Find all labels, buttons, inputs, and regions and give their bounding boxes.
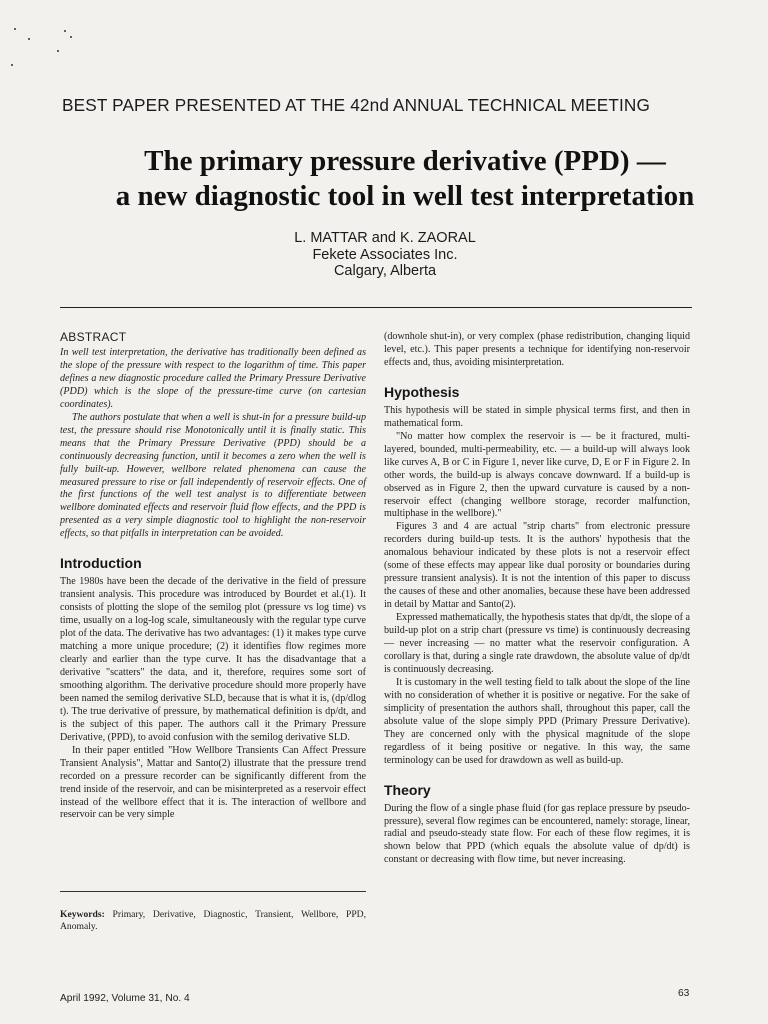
introduction-heading: Introduction [60, 555, 142, 572]
meeting-banner: BEST PAPER PRESENTED AT THE 42nd ANNUAL TECHNICAL MEETING [62, 95, 651, 115]
right-column [384, 331, 690, 867]
keywords-text: Primary, Derivative, Diagnostic, Transient, Wellbore, PPD, Anomaly. [60, 909, 366, 932]
keywords-label: Keywords: [60, 909, 105, 920]
hypothesis-paragraph: Expressed mathematically, the hypothesis states that dp/dt, the slope of a build-up plot on a strip chart (pressure vs time) is continuously decreasing — never increasing — no matter what the reservoir configuration. A corollary is that, during a single rate drawdown, the absolute value of dp/dt is continuously decreasing. [384, 612, 690, 675]
title-line-1: The primary pressure derivative (PPD) — [144, 145, 666, 177]
hypothesis-paragraph: "No matter how complex the reservoir is — be it fractured, multi-layered, bounded, multi-permeability, etc. — a build-up will always look like curves A, B or C in Figure 1, never like curve, D, E or F in Figure 2. In other words, the build-up is always concave downward. If a build-up is observed as in Figure 2, then the upward curvature is caused by a non-reservoir effect (changing wellbore storage, recorder malfunction, multiphase in the wellbore)." [384, 430, 690, 520]
scan-speck [11, 64, 13, 66]
scan-speck [64, 30, 66, 32]
author-location: Calgary, Alberta [333, 263, 437, 279]
paper-title [40, 144, 768, 214]
author-affiliation: Fekete Associates Inc. [312, 246, 458, 263]
introduction-paragraph: The 1980s have been the decade of the derivative in the field of pressure transient analysis. This procedure was introduced by Bourdet et al.(1). It consists of plotting the slope of the semilog plot (pressure vs log time) vs time, usually on a log-log scale, simultaneously with the regular type curve plot of the data. The derivative has two advantages: (1) it makes type curve matching a more unique procedure; (2) it identifies flow regimes more clearly and earlier than the type curve. It has the disadvantage that a derivative "scatters" the data, and it, therefore, requires some sort of smoothing algorithm. The derivative procedure should more properly have been named the semilog derivative SLD, because that is what it is, (dp/dlog t). The true derivative of pressure, by mathematical definition is dp/dt, and is the subject of this paper. The authors call it the Primary Pressure Derivative, (PPD), to avoid confusion with the semilog derivative SLD. [60, 576, 366, 743]
introduction-paragraph: In their paper entitled "How Wellbore Transients Can Affect Pressure Transient Analysis", Mattar and Santo(2) illustrate that the pressure trend recorded on a pressure recorder can be significantly different from the trend inside of the reservoir, and can be misinterpreted as a reservoir effect instead of the wellbore effect that it is. The interaction of wellbore and reservoir can be very simple [60, 744, 366, 821]
theory-heading: Theory [384, 781, 431, 798]
hypothesis-heading: Hypothesis [384, 383, 460, 400]
page-number: 63 [678, 988, 690, 999]
hypothesis-paragraph: This hypothesis will be stated in simple physical terms first, and then in mathematical form. [384, 404, 690, 429]
scan-speck [28, 38, 30, 40]
left-column [60, 330, 366, 822]
abstract-section [60, 330, 366, 541]
keywords-block [60, 909, 366, 933]
continued-paragraph: (downhole shut-in), or very complex (phase redistribution, changing liquid level, etc.). This paper presents a technique for identifying non-reservoir effects and, thus, avoiding misinterpretation. [384, 331, 690, 368]
scan-speck [70, 36, 72, 38]
journal-issue: April 1992, Volume 31, No. 4 [60, 993, 190, 1004]
hypothesis-paragraph: Figures 3 and 4 are actual "strip charts" from electronic pressure recorders during build-up tests. It is the authors' hypothesis that the anomalous behaviour indicated by these plots is not a reservoir effect (some of these effects may appear like dual porosity or boundaries during pressure transient analysis). It is not the intention of this paper to discuss the causes of these and other anomalies, because these have been addressed in detail by Mattar and Santo(2). [384, 521, 690, 611]
scan-speck [57, 50, 59, 52]
author-block [190, 230, 580, 280]
scan-speck [14, 28, 16, 30]
title-line-2: a new diagnostic tool in well test interpretation [115, 180, 695, 212]
abstract-paragraph: The authors postulate that when a well is shut-in for a pressure build-up test, the pressure should rise Monotonically until it is finally static. This means that the Primary Pressure Derivative (PPD) should be a continuously decreasing function, until it becomes a zero when the well is fully built-up. However, wellbore related phenomena can cause the measured pressure to rise or fall independently of reservoir effects. One of the first functions of the well test analyst is to differentiate between wellbore dominated effects and reservoir fluid flow effects, and the PPD is presented as a very simple diagnostic tool to highlight the non-reservoir effects, so that pitfalls in interpretation can be avoided. [60, 411, 366, 540]
header-rule [60, 307, 692, 308]
theory-paragraph: During the flow of a single phase fluid (for gas replace pressure by pseudo-pressure), several flow regimes can be encountered, namely: storage, linear, radial and pseudo-steady state flow. For each of these flow regimes, it is shown below that PPD (which equals the absolute value of dp/dt) is constant or decreasing with flow time, but never increasing. [384, 802, 690, 866]
hypothesis-paragraph: It is customary in the well testing field to talk about the slope of the line with no consideration of whether it is positive or negative. For the sake of simplicity of presentation the authors shall, throughout this paper, call the absolute value of the slope simply PPD (Primary Pressure Derivative). They are concerned only with the physical magnitude of the slope regardless of it being positive or negative. In this way, the same terminology can be used for drawdown as well as build-up. [384, 676, 690, 766]
author-names: L. MATTAR and K. ZAORAL [294, 230, 476, 246]
abstract-paragraph: In well test interpretation, the derivative has traditionally been defined as the slope of the pressure with respect to the logarithm of time. This paper defines a new diagnostic procedure called the Primary Pressure Derivative (PDD) which is the slope of the pressure-time curve (on cartesian coordinates). [60, 347, 366, 410]
abstract-heading: ABSTRACT [60, 330, 127, 344]
keywords-rule [60, 891, 366, 892]
